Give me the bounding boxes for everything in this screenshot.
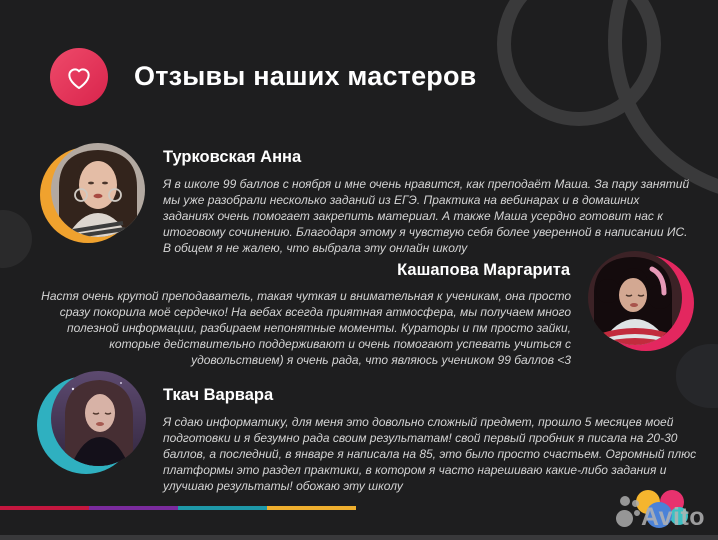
page-title: Отзывы наших мастеров [134,61,477,91]
heart-icon [50,48,108,106]
avatar-photo [588,251,682,345]
avito-logo-dot-large [616,510,633,527]
strip-segment-purple [89,506,178,510]
testimonial-name: Ткач Варвара [163,386,274,404]
bottom-edge-bar [0,535,718,540]
avito-watermark-label: Avito [641,503,706,531]
testimonial-review: Я в школе 99 баллов с ноября и мне очень нравится, как преподаёт Маша. За пару занятий мы уже разобрали несколько заданий из ЕГЭ. Практика на вебинарах и в домашних заданиях очень помогает закрепить материал. А также Маша усердно готовит нас к итоговому сочинению. Благодаря этому я чувствую себя более уверенной в написании ИС. В общем я не жалею, что выбрала эту онлайн школу [163,177,690,255]
testimonial-review: Я сдаю информатику, для меня это довольно сложный предмет, прошло 5 месяцев моей подготовки и я безумно рада своим результатам! свой первый пробник я писала на 20-30 баллов, а последний, в январе я написала на 85, это было просто счастьем. Огромный плюс платформы это раздел практики, в котором я часто нарешиваю какие-либо задания и улучшаю результаты! обожаю эту школу [163,415,697,493]
strip-segment-yellow [267,506,356,510]
avatar-kashapova [588,251,694,351]
avatar-photo [51,371,146,466]
strip-segment-teal [178,506,267,510]
avatar-tkach [37,371,147,473]
avito-logo-dot-tiny [634,510,640,516]
testimonial-review: Настя очень крутой преподаватель, такая чуткая и внимательная к ученикам, она просто сразу покорила моё сердечко! На вебах всегда приятная атмосфера, мы получаем много полезной информации, разбираем непонятные моменты. Кураторы и пм просто зайки, которые действительно поддерживают и очень помогают успевать учиться с удовольствием) я очень рада, что являюсь учеником 99 баллов <3 [41,289,571,367]
testimonial-name: Турковская Анна [163,148,302,166]
avatar-turkovskaya [40,143,146,243]
decor-ring-large [608,0,718,202]
testimonial-name: Кашапова Маргарита [397,261,570,279]
decor-blob-left [0,210,32,268]
footer-rainbow-strip [0,506,356,510]
avito-logo-dot-medium [620,496,630,506]
avito-logo-dot-small [632,500,639,507]
avatar-photo [51,143,145,237]
decor-blob-right [676,344,718,408]
heart-outline-glyph [63,61,95,93]
strip-segment-red [0,506,89,510]
